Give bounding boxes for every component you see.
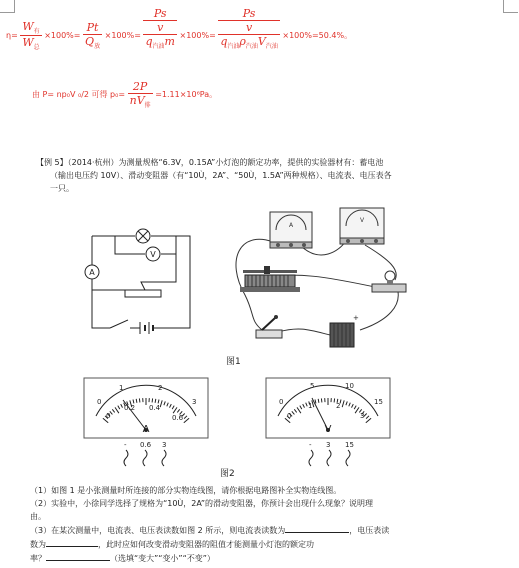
pressure-formula: 由 P= np₀V ₀/2 可得 p₀= $\frac{2P}{nV_排}$ =1.11×10⁶Pa。 [32, 80, 218, 110]
voltmeter-upper-0: 0 [279, 398, 284, 406]
voltmeter-upper-2: 10 [345, 382, 354, 390]
fraction-ps-v-qrhov: Ps v $q_{汽油}\rho_{汽油}V_{汽油}$ [220, 7, 278, 51]
example-5-statement: 【例 5】（2014·杭州）为测量规格“6.3V，0.15A”小灯泡的额定功率，提供的实验器材有：蓄电池 （输出电压约 10V）、滑动变阻器（有“10Ù，2A”、“50Ù，1.5A”两种规格）、电流表、电压表各 一只。 [36, 158, 392, 193]
fraction-pt-q: $\frac{Pt}{Q_放}$ [85, 21, 101, 51]
voltmeter-dial [266, 378, 390, 466]
ammeter-terminal-neg: - [124, 441, 127, 449]
voltmeter-upper-3: 15 [374, 398, 383, 406]
fraction-2p-nv: $\frac{2P}{nV_排}$ [129, 80, 151, 110]
physical-circuit [236, 208, 406, 347]
eta-prefix: η= [6, 31, 18, 41]
ammeter-upper-3: 3 [192, 398, 197, 406]
current-answer-blank[interactable] [285, 523, 349, 533]
efficiency-formula: η= $\frac{W_有}{W_总}$ ×100%= $\frac{Pt}{Q_放}$ ×100%= Ps v $q_{汽油}m$ ×100%= Ps v $q_{汽油}\rho_{汽油}V_{汽油}$ ×100%=50.4%。 [6, 7, 353, 52]
fraction-ps-v-qm: Ps v $q_{汽油}m$ [145, 7, 175, 51]
svg-text:V: V [150, 250, 156, 259]
switch-device [256, 315, 282, 338]
ammeter-terminal-06: 0.6 [140, 441, 152, 449]
question-3: （3）在某次测量中，电流表、电压表读数如图 2 所示，则电流表读数为 ，电压表读 [30, 523, 514, 537]
circuit-schematic [92, 236, 190, 334]
ammeter-dial [84, 378, 208, 466]
figure-2-meters [0, 370, 519, 470]
voltmeter-lower-0: 0 [287, 412, 292, 420]
example-tag: 【例 5】 [36, 158, 68, 167]
questions-block: （1）如图 1 是小张测量时所连接的部分实物连线图，请你根据电路图补全实物连线图。 （2）实验中，小徐同学选择了规格为“10Ù，2A”的滑动变阻器，你预计会出现什么现象？说明理 由。 （3）在某次测量中，电流表、电压表读数如图 2 所示，则电流表读数为 ，电压表读 数为 ，此时应如何改变滑动变阻器的阻值才能测量小灯泡的额定功 率？ （选填“变大”“变小”“不变”） [30, 484, 514, 565]
ammeter-symbol [85, 265, 99, 279]
voltmeter-symbol [146, 247, 160, 261]
ammeter-upper-2: 2 [158, 384, 163, 392]
svg-text:A: A [89, 268, 95, 277]
voltmeter-terminal-neg: - [309, 441, 312, 449]
ammeter-upper-1: 1 [119, 384, 124, 392]
voltmeter-lower-1: 1 [308, 402, 313, 410]
voltmeter-upper-1: 5 [310, 382, 315, 390]
battery-device [330, 314, 359, 347]
ammeter-lower-3: 0.6 [172, 414, 184, 422]
ammeter-unit: A [142, 424, 150, 435]
ammeter-terminal-3: 3 [162, 441, 167, 449]
figure-1-diagram [0, 200, 519, 370]
question-1: （1）如图 1 是小张测量时所连接的部分实物连线图，请你根据电路图补全实物连线图。 [30, 486, 342, 495]
voltmeter-lower-3: 3 [360, 412, 365, 420]
ammeter-lower-2: 0.4 [149, 404, 161, 412]
ammeter-device [270, 212, 312, 248]
rheostat-device [240, 266, 300, 292]
svg-text:V: V [359, 217, 365, 224]
figure-2-caption: 图2 [220, 469, 235, 479]
page-corner-mark-left [0, 0, 15, 13]
resistance-change-blank[interactable] [46, 551, 110, 561]
page-corner-mark-right [503, 0, 518, 13]
fraction-w-ratio: $\frac{W_有}{W_总}$ [22, 20, 40, 52]
figure-1-caption: 图1 [226, 357, 241, 367]
svg-text:+: + [353, 314, 359, 322]
lamp-symbol [136, 229, 150, 243]
ammeter-lower-0: 0 [106, 412, 111, 420]
bulb-device [372, 271, 406, 292]
voltmeter-device [340, 208, 384, 244]
voltmeter-terminal-3: 3 [326, 441, 331, 449]
ammeter-upper-0: 0 [97, 398, 102, 406]
voltmeter-unit: V [324, 424, 332, 435]
svg-text:A: A [288, 222, 294, 229]
voltage-answer-blank[interactable] [46, 537, 98, 547]
voltmeter-lower-2: 2 [336, 402, 341, 410]
question-2: （2）实验中，小徐同学选择了规格为“10Ù，2A”的滑动变阻器，你预计会出现什么现象？说明理 [30, 499, 373, 508]
voltmeter-terminal-15: 15 [345, 441, 354, 449]
ammeter-lower-1: 0.2 [124, 404, 136, 412]
